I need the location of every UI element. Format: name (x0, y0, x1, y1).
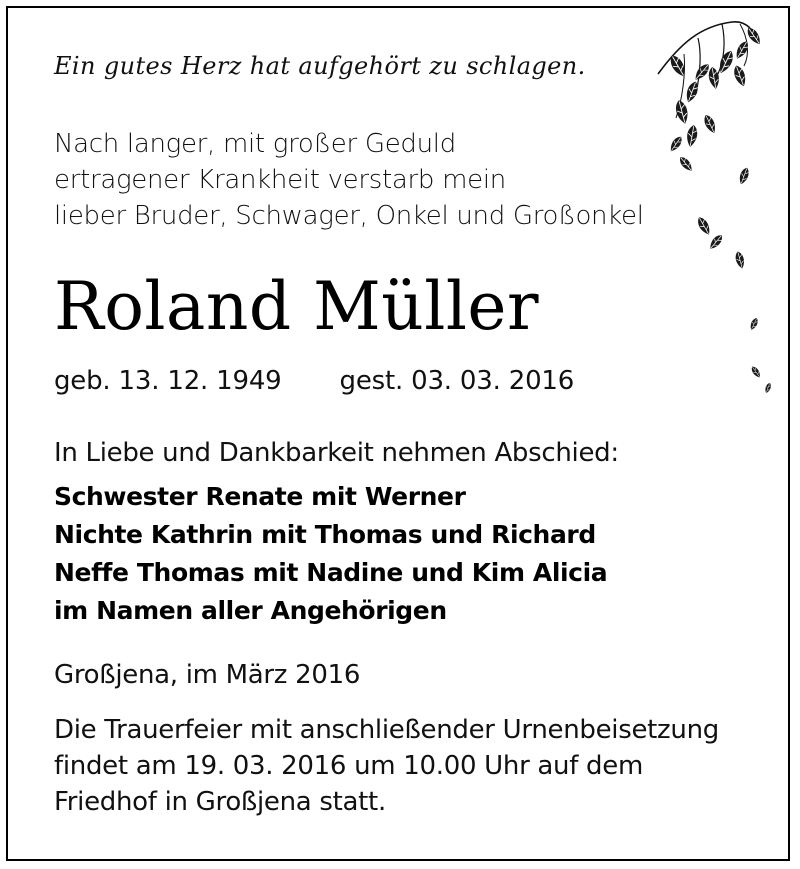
farewell-line: In Liebe und Dankbarkeit nehmen Abschied: (54, 438, 619, 468)
intro-line: ertragener Krankheit verstarb mein (54, 165, 506, 195)
deceased-name: Roland Müller (54, 268, 540, 345)
life-dates (54, 366, 574, 396)
service-line: Friedhof in Großjena statt. (54, 787, 386, 817)
mourner-line: Schwester Renate mit Werner (54, 482, 466, 511)
mourner-line: Neffe Thomas mit Nadine und Kim Alicia (54, 558, 608, 587)
intro-line: Nach langer, mit großer Geduld (54, 129, 456, 159)
place-date: Großjena, im März 2016 (54, 660, 361, 690)
mourner-line: Nichte Kathrin mit Thomas und Richard (54, 520, 596, 549)
motto-line: Ein gutes Herz hat aufgehört zu schlagen. (54, 52, 586, 80)
intro-line: lieber Bruder, Schwager, Onkel und Großonkel (54, 201, 644, 231)
birth-date: geb. 13. 12. 1949 (54, 366, 282, 396)
death-date: gest. 03. 03. 2016 (339, 366, 575, 396)
mourners-list (54, 478, 607, 630)
service-info (54, 712, 719, 820)
service-line: Die Trauerfeier mit anschließender Urnenbeisetzung (54, 715, 719, 745)
mourner-line: im Namen aller Angehörigen (54, 596, 447, 625)
falling-leaves-branch-icon (640, 14, 790, 414)
service-line: findet am 19. 03. 2016 um 10.00 Uhr auf dem (54, 751, 643, 781)
intro-text (54, 126, 644, 234)
